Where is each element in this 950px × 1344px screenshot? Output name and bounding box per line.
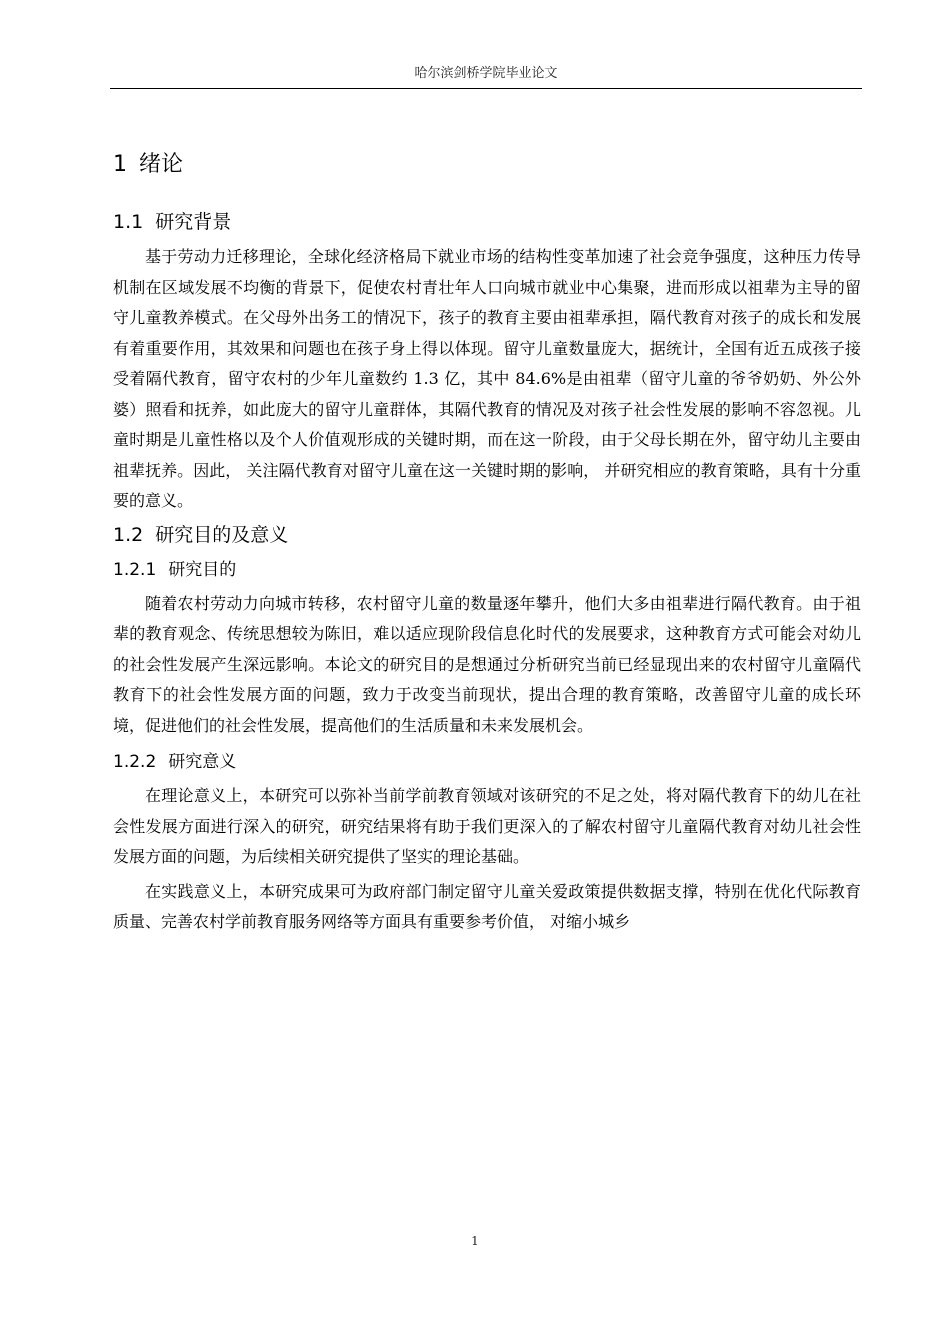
section-number: 1.1 [113,211,144,233]
subsection-title: 研究意义 [168,752,237,772]
section-number: 1.2 [113,523,144,546]
subsection-number: 1.2.1 [113,559,157,580]
background-paragraph: 基于劳动力迁移理论，全球化经济格局下就业市场的结构性变革加速了社会竞争强度，这种压力传导机制在区域发展不均衡的背景下，促使农村青壮年人口向城市就业中心集聚，进而形成以祖辈为主导的留守儿童教养模式。在父母外出务工的情况下，孩子的教育主要由祖辈承担，隔代教育对孩子的成长和发展有着重要作用，其效果和问题也在孩子身上得以体现。留守儿童数量庞大，据统计，全国有近五成孩子接受着隔代教育，留守农村的少年儿童数约 1.3 亿，其中 84.6%是由祖辈（留守儿童的爷爷奶奶、外公外婆）照看和抚养，如此庞大的留守儿童群体，其隔代教育的情况及对孩子社会性发展的影响不容忽视。儿童时期是儿童性格以及个人价值观形成的关键时期，而在这一阶段，由于父母长期在外，留守幼儿主要由祖辈抚养。因此， 关注隔代教育对留守儿童在这一关键时期的影响， 并研究相应的教育策略，具有十分重要的意义。 [113,247,861,510]
purpose-paragraph: 随着农村劳动力向城市转移，农村留守儿童的数量逐年攀升，他们大多由祖辈进行隔代教育。由于祖辈的教育观念、传统思想较为陈旧，难以适应现阶段信息化时代的发展要求，这种教育方式可能会对幼儿的社会性发展产生深远影响。本论文的研究目的是想通过分析研究当前已经显现出来的农村留守儿童隔代教育下的社会性发展方面的问题，致力于改变当前现状，提出合理的教育策略，改善留守儿童的成长环境，促进他们的社会性发展，提高他们的生活质量和未来发展机会。 [113,593,861,735]
page-header [110,64,862,89]
header-title: 哈尔滨剑桥学院毕业论文 [414,66,558,81]
chapter-title: 绪论 [139,152,184,177]
chapter-heading [113,150,861,180]
significance-paragraph-theory: 在理论意义上，本研究可以弥补当前学前教育领域对该研究的不足之处，将对隔代教育下的幼儿在社会性发展方面进行深入的研究，研究结果将有助于我们更深入的了解农村留守儿童隔代教育对幼儿社会性发展方面的问题，为后续相关研究提供了坚实的理论基础。 [113,786,861,866]
subsection-heading-purpose [113,557,861,583]
section-title: 研究目的及意义 [155,523,289,546]
section-title: 研究背景 [155,211,232,233]
chapter-number: 1 [113,152,127,177]
page-number: 1 [471,1234,479,1248]
significance-paragraph-practice: 在实践意义上，本研究成果可为政府部门制定留守儿童关爱政策提供数据支撑，特别在优化代际教育质量、完善农村学前教育服务网络等方面具有重要参考价值， 对缩小城乡 [113,881,861,931]
section-heading-purpose-significance [113,521,861,549]
section-heading-background [113,208,861,236]
subsection-title: 研究目的 [168,559,237,580]
subsection-heading-significance [113,749,861,775]
document-body [113,140,861,942]
subsection-number: 1.2.2 [113,752,157,772]
